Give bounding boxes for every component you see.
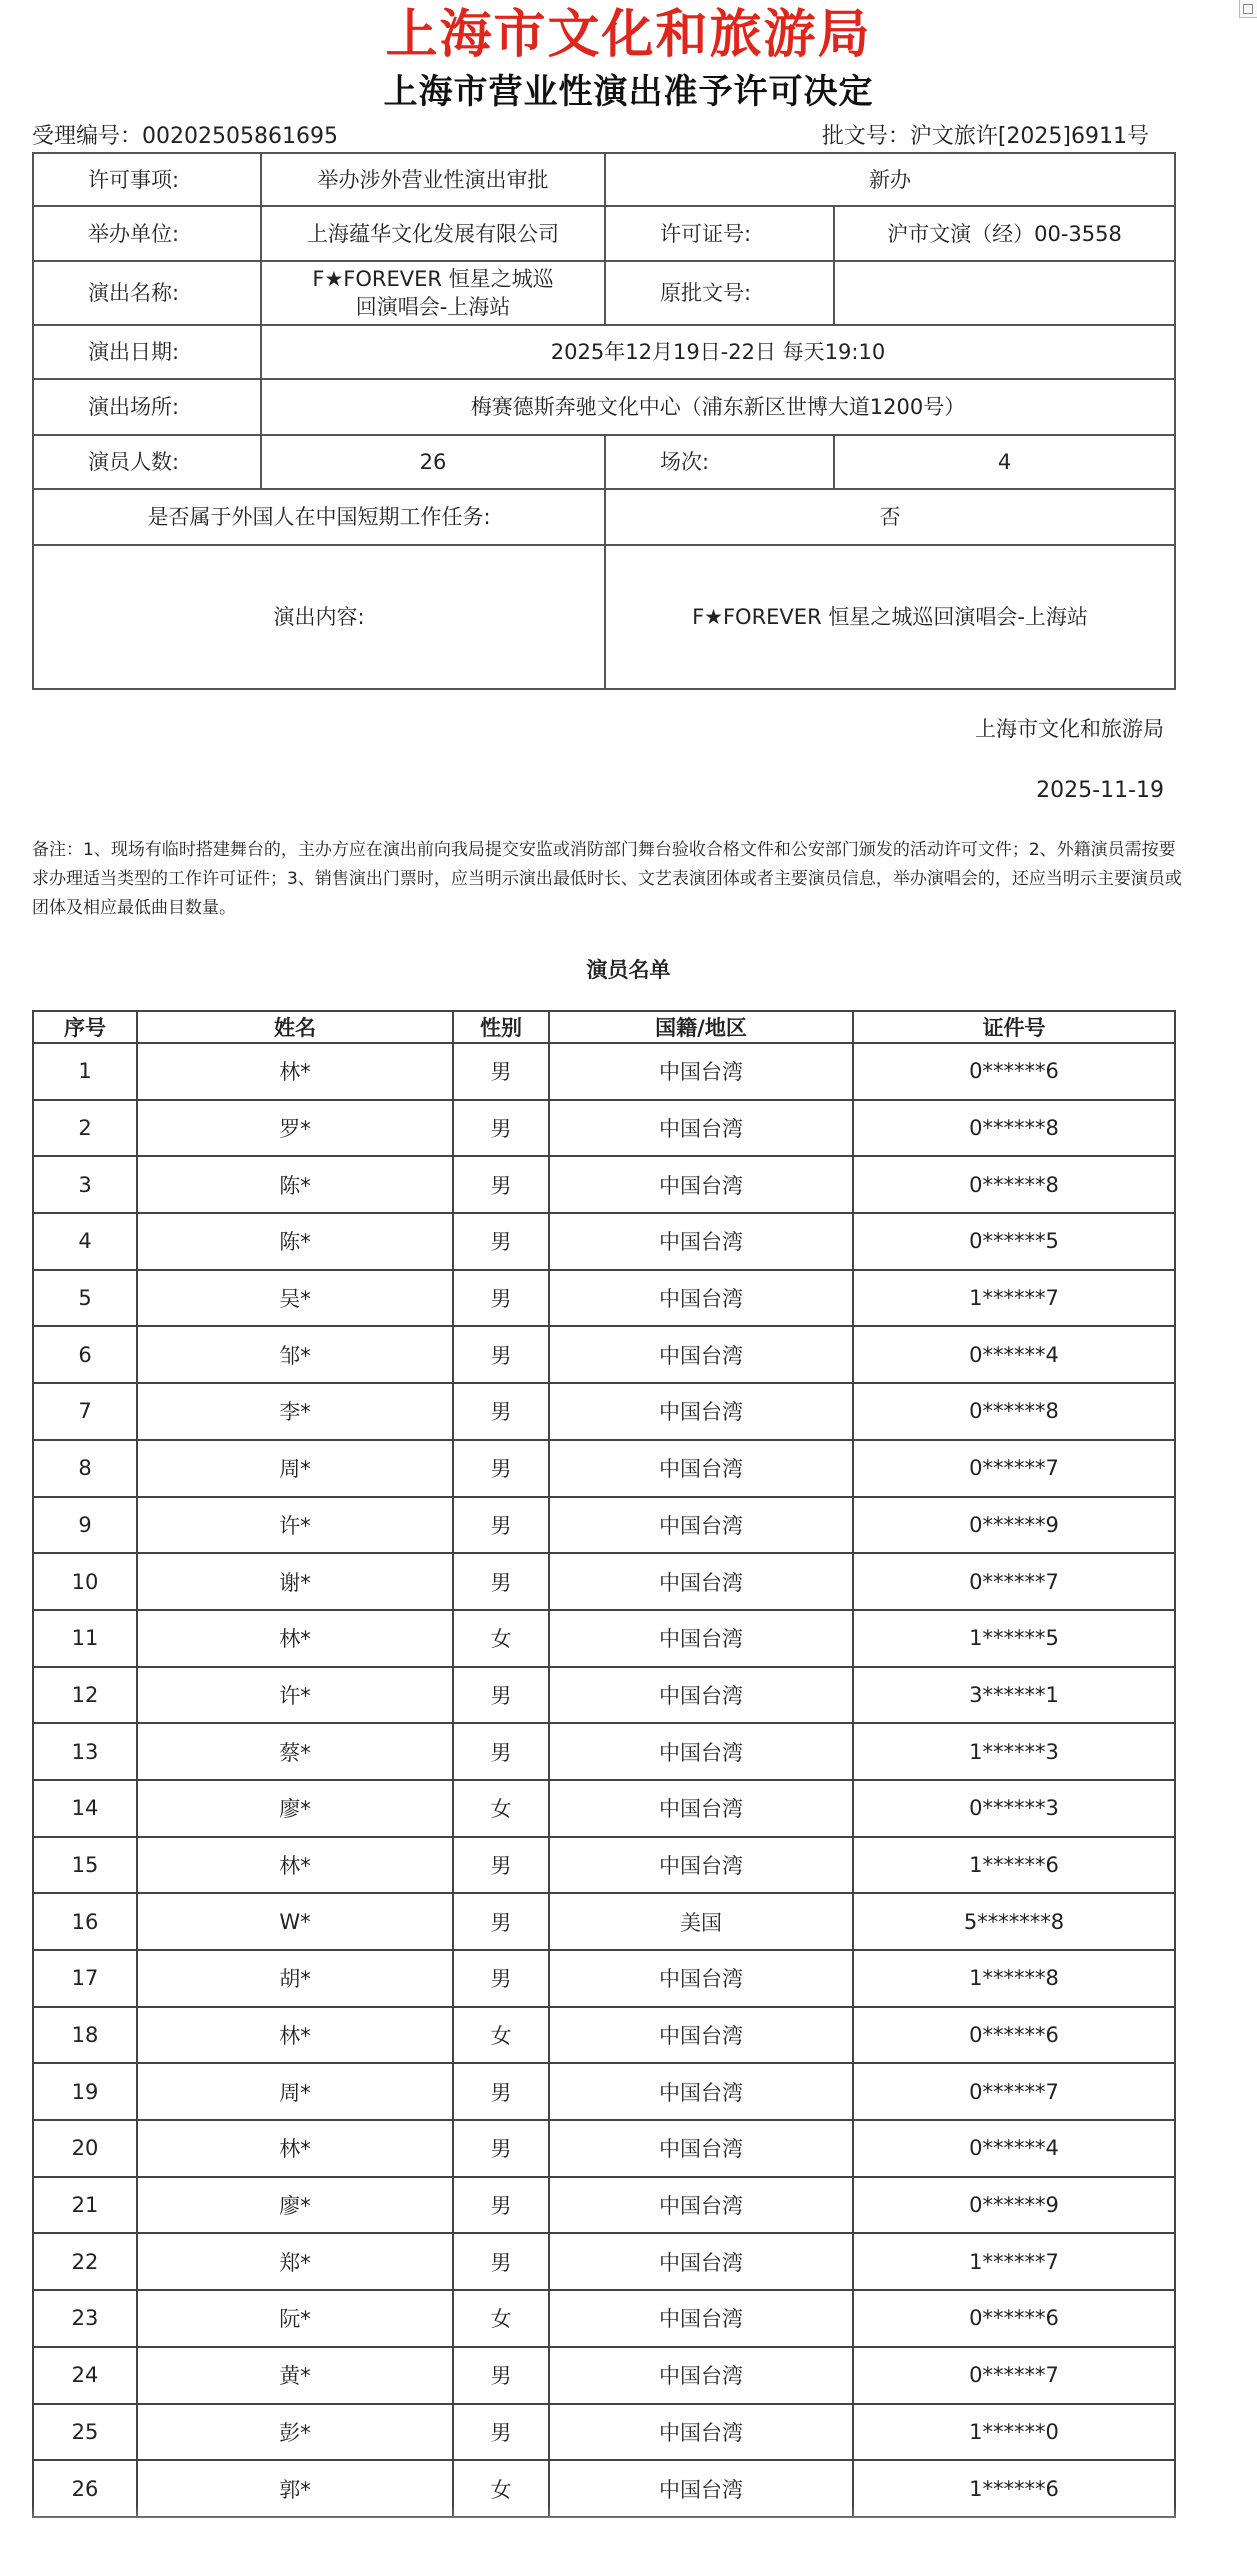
venue-value: 梅赛德斯奔驰文化中心（浦东新区世博大道1200号） [261, 379, 1175, 435]
performer-count-value: 26 [261, 435, 605, 489]
roster-seq: 8 [33, 1440, 137, 1497]
roster-name: 陈* [137, 1213, 453, 1270]
roster-gender: 男 [453, 1723, 549, 1780]
roster-id-number: 1******6 [853, 2460, 1175, 2517]
show-content-value: F★FOREVER 恒星之城巡回演唱会-上海站 [605, 545, 1175, 689]
roster-name: 彭* [137, 2404, 453, 2461]
roster-gender: 女 [453, 2290, 549, 2347]
roster-seq: 12 [33, 1667, 137, 1724]
roster-id-number: 0******3 [853, 1780, 1175, 1837]
roster-nationality: 中国台湾 [549, 2177, 853, 2234]
roster-name: 林* [137, 1837, 453, 1894]
roster-id-number: 0******8 [853, 1156, 1175, 1213]
roster-name: 许* [137, 1667, 453, 1724]
roster-seq: 14 [33, 1780, 137, 1837]
header-seq: 序号 [33, 1011, 137, 1043]
roster-gender: 男 [453, 1553, 549, 1610]
roster-seq: 6 [33, 1326, 137, 1383]
table-row [33, 1723, 1175, 1780]
roster-seq: 22 [33, 2233, 137, 2290]
roster-gender: 男 [453, 1950, 549, 2007]
roster-id-number: 3******1 [853, 1667, 1175, 1724]
organizer-label: 举办单位: [33, 206, 261, 261]
roster-seq: 1 [33, 1043, 137, 1100]
roster-id-number: 0******7 [853, 1440, 1175, 1497]
roster-id-number: 0******8 [853, 1383, 1175, 1440]
original-approval-value [834, 261, 1175, 325]
roster-seq: 17 [33, 1950, 137, 2007]
roster-seq: 10 [33, 1553, 137, 1610]
signature-date: 2025-11-19 [1036, 778, 1164, 803]
venue-label: 演出场所: [33, 379, 261, 435]
roster-nationality: 中国台湾 [549, 2404, 853, 2461]
roster-id-number: 1******7 [853, 2233, 1175, 2290]
remarks-note: 备注：1、现场有临时搭建舞台的，主办方应在演出前向我局提交安监或消防部门舞台验收合格文件和公安部门颁发的活动许可文件；2、外籍演员需按要求办理适当类型的工作许可证件；3、销售演出门票时，应当明示演出最低时长、文艺表演团体或者主要演员信息，举办演唱会的，还应当明示主要演员或团体及相应最低曲目数量。 [32, 840, 1182, 918]
roster-seq: 11 [33, 1610, 137, 1667]
info-row-content [33, 545, 1175, 689]
roster-id-number: 0******9 [853, 1497, 1175, 1554]
roster-nationality: 中国台湾 [549, 1553, 853, 1610]
table-row [33, 1383, 1175, 1440]
roster-nationality: 中国台湾 [549, 1950, 853, 2007]
table-row [33, 1043, 1175, 1100]
roster-seq: 20 [33, 2120, 137, 2177]
roster-gender: 男 [453, 2120, 549, 2177]
roster-id-number: 0******7 [853, 2063, 1175, 2120]
roster-name: 周* [137, 1440, 453, 1497]
approval-number: 批文号：沪文旅许[2025]6911号 [821, 124, 1149, 149]
info-row-date [33, 325, 1175, 379]
license-label: 许可证号: [605, 206, 834, 261]
roster-gender: 男 [453, 1667, 549, 1724]
table-row [33, 2404, 1175, 2461]
roster-name: 郭* [137, 2460, 453, 2517]
foreign-work-label: 是否属于外国人在中国短期工作任务: [33, 489, 605, 545]
roster-id-number: 0******4 [853, 2120, 1175, 2177]
roster-name: 李* [137, 1383, 453, 1440]
roster-gender: 男 [453, 1383, 549, 1440]
foreign-work-value: 否 [605, 489, 1175, 545]
signature-authority: 上海市文化和旅游局 [975, 717, 1164, 741]
roster-gender: 男 [453, 1440, 549, 1497]
info-row-foreign-work [33, 489, 1175, 545]
roster-nationality: 中国台湾 [549, 2063, 853, 2120]
roster-name: 廖* [137, 1780, 453, 1837]
roster-name: 林* [137, 1043, 453, 1100]
info-row-permit-item [33, 153, 1175, 206]
roster-name: 谢* [137, 1553, 453, 1610]
roster-name: 罗* [137, 1100, 453, 1157]
show-name-label: 演出名称: [33, 261, 261, 325]
performer-list-title: 演员名单 [586, 958, 671, 982]
header-id-number: 证件号 [853, 1011, 1175, 1043]
roster-id-number: 0******7 [853, 1553, 1175, 1610]
issuing-authority-title: 上海市文化和旅游局 [385, 5, 872, 65]
show-date-value: 2025年12月19日-22日 每天19:10 [261, 325, 1175, 379]
roster-gender: 女 [453, 2460, 549, 2517]
roster-nationality: 中国台湾 [549, 1100, 853, 1157]
table-row [33, 2120, 1175, 2177]
table-row [33, 1156, 1175, 1213]
roster-gender: 男 [453, 2404, 549, 2461]
roster-nationality: 中国台湾 [549, 2290, 853, 2347]
roster-gender: 女 [453, 1780, 549, 1837]
session-count-label: 场次: [605, 435, 834, 489]
roster-id-number: 1******7 [853, 1270, 1175, 1327]
roster-nationality: 中国台湾 [549, 1383, 853, 1440]
roster-seq: 25 [33, 2404, 137, 2461]
roster-gender: 男 [453, 1270, 549, 1327]
table-row [33, 2233, 1175, 2290]
roster-nationality: 中国台湾 [549, 2233, 853, 2290]
performer-roster-table [32, 1010, 1176, 2518]
roster-seq: 5 [33, 1270, 137, 1327]
roster-id-number: 0******9 [853, 2177, 1175, 2234]
table-row [33, 2347, 1175, 2404]
roster-id-number: 0******5 [853, 1213, 1175, 1270]
roster-nationality: 中国台湾 [549, 2120, 853, 2177]
document-title: 上海市营业性演出准予许可决定 [383, 72, 874, 112]
roster-seq: 3 [33, 1156, 137, 1213]
roster-gender: 男 [453, 2347, 549, 2404]
header-gender: 性别 [453, 1011, 549, 1043]
table-row [33, 2460, 1175, 2517]
roster-nationality: 中国台湾 [549, 1837, 853, 1894]
info-row-show-name [33, 261, 1175, 325]
roster-id-number: 1******0 [853, 2404, 1175, 2461]
roster-seq: 7 [33, 1383, 137, 1440]
roster-id-number: 1******3 [853, 1723, 1175, 1780]
roster-gender: 男 [453, 1213, 549, 1270]
roster-gender: 男 [453, 1497, 549, 1554]
roster-nationality: 中国台湾 [549, 1667, 853, 1724]
show-content-label: 演出内容: [33, 545, 605, 689]
permit-item-value: 举办涉外营业性演出审批 [261, 153, 605, 206]
roster-nationality: 中国台湾 [549, 1213, 853, 1270]
roster-nationality: 中国台湾 [549, 1440, 853, 1497]
roster-name: 阮* [137, 2290, 453, 2347]
table-row [33, 2290, 1175, 2347]
roster-name: 林* [137, 1610, 453, 1667]
roster-gender: 男 [453, 2233, 549, 2290]
table-row [33, 1100, 1175, 1157]
roster-gender: 女 [453, 2007, 549, 2064]
roster-nationality: 中国台湾 [549, 1043, 853, 1100]
permit-item-type: 新办 [605, 153, 1175, 206]
table-row [33, 1553, 1175, 1610]
roster-seq: 9 [33, 1497, 137, 1554]
roster-nationality: 中国台湾 [549, 1780, 853, 1837]
roster-gender: 男 [453, 1837, 549, 1894]
table-row [33, 1440, 1175, 1497]
roster-nationality: 中国台湾 [549, 1156, 853, 1213]
roster-header-row [33, 1011, 1175, 1043]
roster-seq: 26 [33, 2460, 137, 2517]
roster-seq: 13 [33, 1723, 137, 1780]
roster-seq: 24 [33, 2347, 137, 2404]
roster-seq: 4 [33, 1213, 137, 1270]
roster-seq: 18 [33, 2007, 137, 2064]
roster-nationality: 中国台湾 [549, 1326, 853, 1383]
roster-gender: 男 [453, 1156, 549, 1213]
header-name: 姓名 [137, 1011, 453, 1043]
roster-nationality: 中国台湾 [549, 1610, 853, 1667]
roster-nationality: 中国台湾 [549, 2007, 853, 2064]
roster-gender: 男 [453, 2063, 549, 2120]
roster-nationality: 中国台湾 [549, 1723, 853, 1780]
roster-name: 郑* [137, 2233, 453, 2290]
table-row [33, 1667, 1175, 1724]
table-row [33, 1497, 1175, 1554]
roster-gender: 男 [453, 1893, 549, 1950]
roster-seq: 2 [33, 1100, 137, 1157]
table-row [33, 1780, 1175, 1837]
roster-seq: 15 [33, 1837, 137, 1894]
roster-nationality: 中国台湾 [549, 1270, 853, 1327]
table-row [33, 2007, 1175, 2064]
roster-nationality: 中国台湾 [549, 1497, 853, 1554]
roster-body [33, 1043, 1175, 2517]
roster-id-number: 0******6 [853, 2007, 1175, 2064]
table-row [33, 1326, 1175, 1383]
roster-name: 蔡* [137, 1723, 453, 1780]
organizer-value: 上海蕴华文化发展有限公司 [261, 206, 605, 261]
roster-name: 陈* [137, 1156, 453, 1213]
original-approval-label: 原批文号: [605, 261, 834, 325]
table-row [33, 2177, 1175, 2234]
roster-name: 林* [137, 2120, 453, 2177]
table-row [33, 1893, 1175, 1950]
roster-id-number: 0******6 [853, 1043, 1175, 1100]
roster-id-number: 5*******8 [853, 1893, 1175, 1950]
info-row-performers [33, 435, 1175, 489]
license-value: 沪市文演（经）00-3558 [834, 206, 1175, 261]
roster-name: 黄* [137, 2347, 453, 2404]
info-row-venue [33, 379, 1175, 435]
roster-nationality: 中国台湾 [549, 2460, 853, 2517]
table-row [33, 1837, 1175, 1894]
acceptance-number: 受理编号：00202505861695 [32, 124, 338, 149]
roster-id-number: 0******7 [853, 2347, 1175, 2404]
table-row [33, 1950, 1175, 2007]
roster-name: 周* [137, 2063, 453, 2120]
roster-name: 邹* [137, 1326, 453, 1383]
roster-gender: 男 [453, 2177, 549, 2234]
roster-id-number: 1******8 [853, 1950, 1175, 2007]
roster-seq: 21 [33, 2177, 137, 2234]
roster-seq: 23 [33, 2290, 137, 2347]
table-row [33, 2063, 1175, 2120]
roster-id-number: 0******8 [853, 1100, 1175, 1157]
roster-name: 林* [137, 2007, 453, 2064]
show-date-label: 演出日期: [33, 325, 261, 379]
table-row [33, 1213, 1175, 1270]
permit-info-table [32, 152, 1176, 690]
roster-gender: 男 [453, 1100, 549, 1157]
roster-gender: 男 [453, 1326, 549, 1383]
roster-seq: 16 [33, 1893, 137, 1950]
roster-id-number: 0******4 [853, 1326, 1175, 1383]
roster-gender: 女 [453, 1610, 549, 1667]
roster-id-number: 0******6 [853, 2290, 1175, 2347]
roster-id-number: 1******5 [853, 1610, 1175, 1667]
roster-id-number: 1******6 [853, 1837, 1175, 1894]
roster-name: 许* [137, 1497, 453, 1554]
roster-name: 吴* [137, 1270, 453, 1327]
roster-name: 胡* [137, 1950, 453, 2007]
show-name-value: F★FOREVER 恒星之城巡回演唱会-上海站 [261, 261, 605, 325]
info-row-organizer [33, 206, 1175, 261]
table-row [33, 1610, 1175, 1667]
session-count-value: 4 [834, 435, 1175, 489]
roster-seq: 19 [33, 2063, 137, 2120]
table-row [33, 1270, 1175, 1327]
performer-count-label: 演员人数: [33, 435, 261, 489]
permit-item-label: 许可事项: [33, 153, 261, 206]
roster-nationality: 美国 [549, 1893, 853, 1950]
header-nationality: 国籍/地区 [549, 1011, 853, 1043]
roster-gender: 男 [453, 1043, 549, 1100]
roster-nationality: 中国台湾 [549, 2347, 853, 2404]
roster-name: 廖* [137, 2177, 453, 2234]
roster-name: W* [137, 1893, 453, 1950]
